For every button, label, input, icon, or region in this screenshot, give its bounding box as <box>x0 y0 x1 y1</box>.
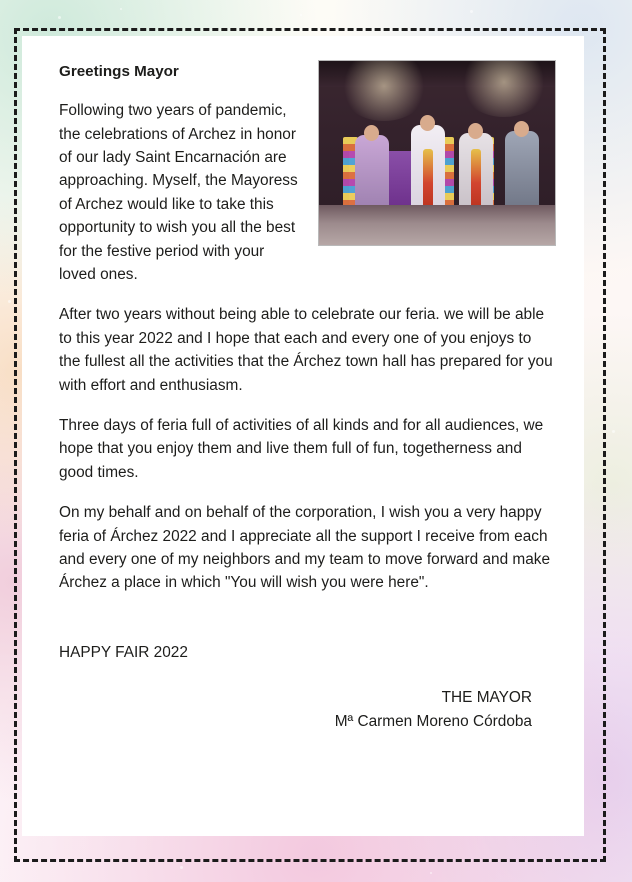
speck <box>180 866 183 869</box>
speck <box>430 872 432 874</box>
person-head <box>468 123 483 139</box>
ceremonial-sash <box>471 149 481 211</box>
letter-body <box>38 60 556 734</box>
person-head <box>514 121 529 137</box>
person-head <box>364 125 379 141</box>
paragraph-2: After two years without being able to celebrate our feria. we will be able to this year 2022 and I hope that each and every one of you enjoys to the fullest all the activities that the Árchez town hall has prepared for you with effort and enthusiasm. <box>59 306 553 394</box>
ceremonial-sash <box>423 149 433 211</box>
speck <box>470 10 473 13</box>
person-figure <box>505 131 539 213</box>
closing-line: HAPPY FAIR 2022 <box>59 643 188 661</box>
stage-photo <box>318 60 556 246</box>
signature-block <box>38 686 556 734</box>
stage-floor <box>319 205 555 245</box>
person-head <box>420 115 435 131</box>
speck <box>58 16 61 19</box>
speck <box>8 300 11 303</box>
paragraph-4: On my behalf and on behalf of the corporation, I wish you a very happy feria of Árchez 2022 and I appreciate all the support I receive from each and every one of my neighbors and my team to move forward and make Árchez a place in which "You will wish you were here". <box>59 504 551 592</box>
signature-role: THE MAYOR <box>441 689 532 707</box>
signature-name: Mª Carmen Moreno Córdoba <box>334 713 532 731</box>
speck <box>612 430 615 433</box>
speck <box>300 14 302 16</box>
person-figure <box>355 135 389 213</box>
letter-card <box>22 36 584 836</box>
page-title: Greetings Mayor <box>59 63 179 80</box>
speck <box>120 8 122 10</box>
paragraph-1: Following two years of pandemic, the celebrations of Archez in honor of our lady Saint Encarnación are approaching. Myself, the Mayoress of Archez would like to take this opportunity to wish you all the best for the festive period with your loved ones. <box>59 102 298 283</box>
paragraph-3: Three days of feria full of activities of all kinds and for all audiences, we hope that you enjoy them and live them full of fun, togetherness and good times. <box>59 416 544 481</box>
